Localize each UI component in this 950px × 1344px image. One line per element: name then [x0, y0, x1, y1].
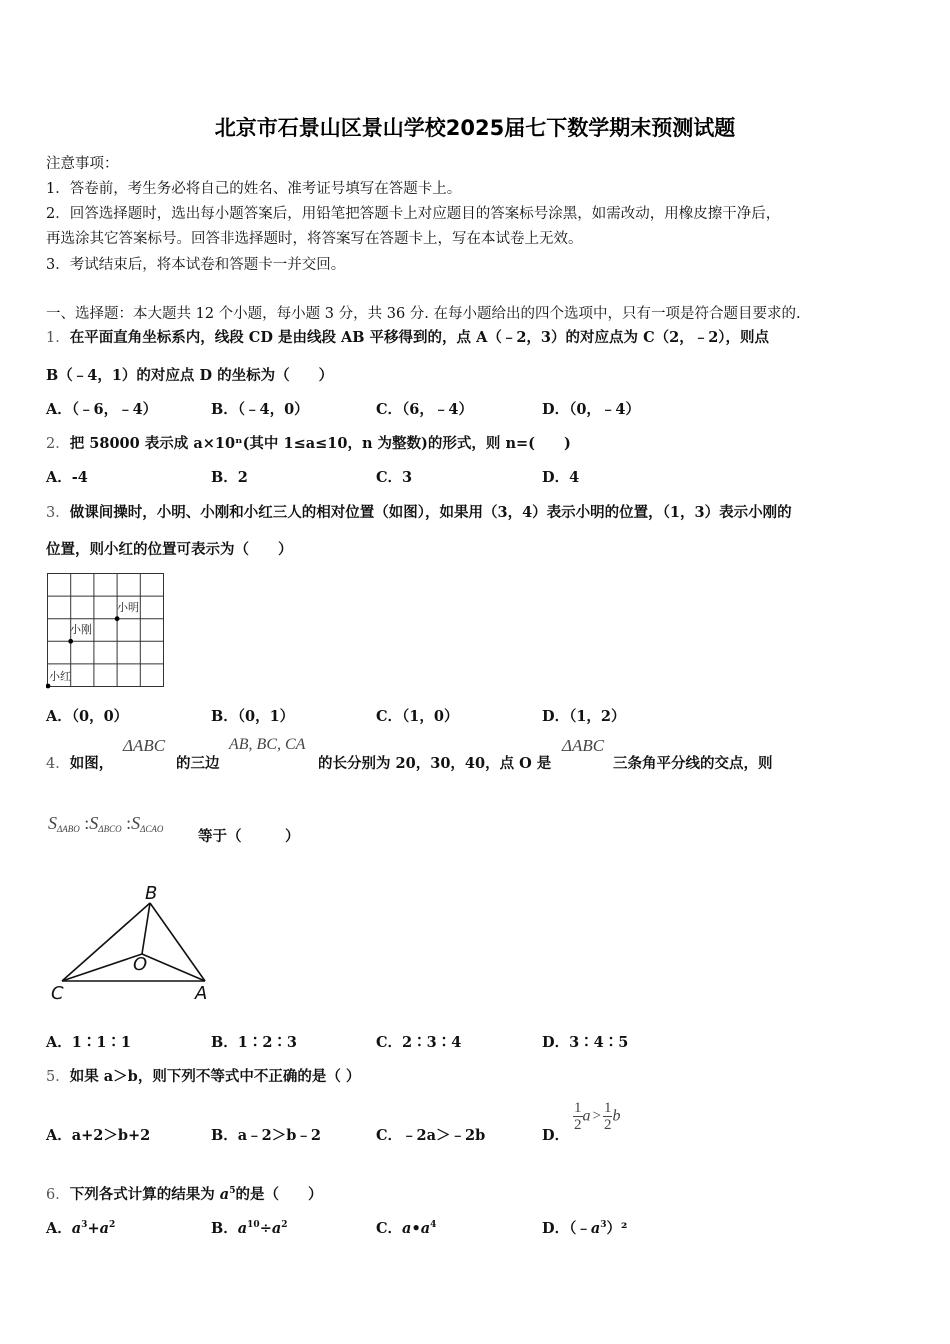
question-text: 在平面直角坐标系内，线段 CD 是由线段 AB 平移得到的，点 A（﹣2，3）的对应点为 C（2，﹣2），则点 [69, 329, 770, 346]
option-c[interactable]: C．2∶3∶4 [376, 1034, 462, 1051]
question-5 [46, 1065, 360, 1086]
xiaogang-point [68, 639, 73, 644]
option-a[interactable]: A．（﹣6，﹣4） [46, 401, 158, 418]
xiaogang-label: 小刚 [70, 623, 92, 636]
option-b[interactable]: B．（﹣4，0） [211, 401, 309, 418]
question-1-cont: B（﹣4，1）的对应点 D 的坐标为（ ） [46, 367, 334, 384]
triangle-figure [40, 880, 230, 1005]
option-b[interactable]: B．1∶2∶3 [211, 1034, 298, 1051]
point-o-label: O [133, 954, 148, 975]
option-c[interactable]: C．（1，0） [376, 708, 459, 725]
position-grid-figure [46, 572, 166, 690]
notes-heading: 注意事项： [46, 156, 119, 172]
question-number: 1． [46, 330, 70, 346]
option-d[interactable]: D．（1，2） [542, 708, 626, 725]
xiaoming-label: 小明 [117, 601, 139, 614]
option-d[interactable]: D． [542, 1127, 570, 1144]
question-text: 等于（ ） [198, 828, 300, 845]
option-b[interactable]: B．$a^{10}\div a^2$ [211, 1220, 288, 1237]
question-text: 如果 a＞b，则下列不等式中不正确的是（ ） [69, 1068, 361, 1085]
triangle-abc-math: ΔABC [123, 736, 166, 755]
question-text: 的三边 [176, 755, 220, 772]
option-d[interactable]: D．3∶4∶5 [542, 1034, 629, 1051]
option-a[interactable]: A．1∶1∶1 [46, 1034, 132, 1051]
note-item-1: 1．答卷前，考生务必将自己的姓名、准考证号填写在答题卡上。 [46, 181, 462, 197]
option-a[interactable]: A．（0，0） [46, 708, 129, 725]
vertex-c-label: C [51, 983, 64, 1004]
question-4 [46, 752, 113, 773]
option-d-math: $\frac{1}{2}$ a > $\frac{1}{2}$ b [574, 1100, 621, 1133]
question-text: 的长分别为 20，30，40，点 O 是 [318, 755, 552, 772]
question-text: 做课间操时，小明、小刚和小红三人的相对位置（如图），如果用（3，4）表示小明的位置，（1，3）表示小刚的 [69, 504, 792, 521]
option-a[interactable]: A．a+2＞b+2 [46, 1127, 151, 1144]
option-d[interactable]: D．（0，﹣4） [542, 401, 641, 418]
option-d[interactable]: D．$(﹣a^3)^2$ [542, 1220, 628, 1237]
question-text: 如图， [69, 755, 114, 772]
question-number: 5． [46, 1069, 70, 1085]
question-1 [46, 326, 769, 347]
question-number: 2． [46, 436, 70, 452]
option-b[interactable]: B．（0，1） [211, 708, 295, 725]
note-item-2-cont: 再选涂其它答案标号。回答非选择题时，将答案写在答题卡上，写在本试卷上无效。 [46, 231, 583, 247]
xiaoming-point [115, 616, 120, 621]
bisector-co [62, 954, 142, 981]
bisector-bo [142, 903, 150, 954]
option-c[interactable]: C．$a•a^4$ [376, 1220, 437, 1237]
xiaohong-point [46, 684, 50, 689]
xiaohong-label: 小红 [49, 670, 71, 683]
question-6: 6．下列各式计算的结果为 $a^5$的是（ ） [46, 1186, 323, 1203]
section-heading: 一、选择题：本大题共 12 个小题，每小题 3 分，共 36 分. 在每小题给出的四个选项中，只有一项是符合题目要求的. [46, 306, 801, 322]
triangle-abc-math: ΔABC [562, 736, 605, 755]
question-number: 4． [46, 756, 70, 772]
vertex-a-label: A [195, 983, 208, 1004]
option-a[interactable]: A．$a^3+a^2$ [46, 1220, 116, 1237]
sides-math: AB, BC, CA [229, 736, 306, 753]
option-b[interactable]: B．2 [211, 469, 248, 486]
question-text: 三条角平分线的交点，则 [613, 755, 773, 772]
vertex-b-label: B [145, 883, 158, 904]
question-number: 6． [46, 1187, 70, 1203]
page-title: 北京市石景山区景山学校2025届七下数学期末预测试题 [214, 116, 736, 140]
question-3 [46, 501, 792, 522]
option-a[interactable]: A．-4 [46, 469, 88, 486]
note-item-2: 2．回答选择题时，选出每小题答案后，用铅笔把答题卡上对应题目的答案标号涂黑，如需改动，用橡皮擦干净后， [46, 206, 781, 222]
question-number: 3． [46, 505, 70, 521]
option-b[interactable]: B．a﹣2＞b﹣2 [211, 1127, 321, 1144]
area-ratio-math: $S_{\Delta ABO}$ $:S_{\Delta BCO}$ $:S_{\Delta CAO}$ [48, 813, 164, 834]
option-d[interactable]: D．4 [542, 469, 580, 486]
question-3-cont: 位置，则小红的位置可表示为（ ） [46, 541, 293, 558]
option-c[interactable]: C．﹣2a＞﹣2b [376, 1127, 486, 1144]
question-2 [46, 432, 571, 453]
option-c[interactable]: C．3 [376, 469, 413, 486]
question-text: 把 58000 表示成 a×10ⁿ(其中 1≤a≤10，n 为整数)的形式，则 n=( ) [69, 435, 571, 452]
note-item-3: 3．考试结束后，将本试卷和答题卡一并交回。 [46, 257, 346, 273]
option-c[interactable]: C．（6，﹣4） [376, 401, 473, 418]
